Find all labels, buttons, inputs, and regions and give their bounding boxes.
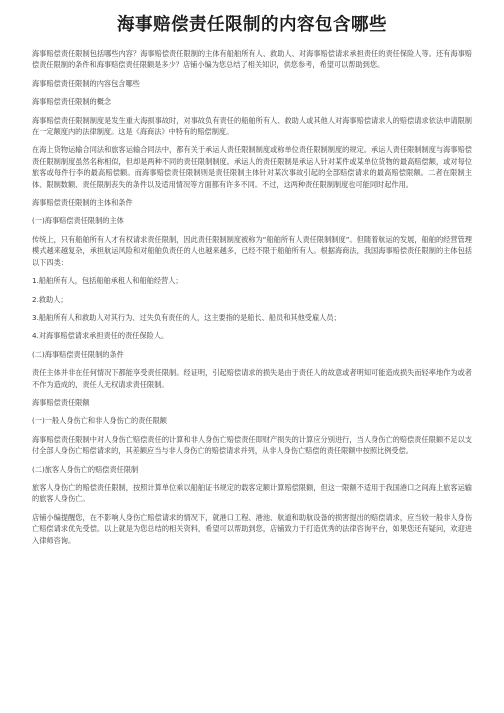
paragraph-general-limits-body: 海事赔偿责任限制中对人身伤亡赔偿责任的计算和非人身伤亡赔偿责任即财产损失的计算应分别进行，当人身伤亡的赔偿责任限额不足以支付全部人身伤亡赔偿请求的，其差额应当与非人身伤亡的赔偿请求并列，从非人身伤亡赔偿的责任限额中按照比例受偿。 (32, 434, 472, 456)
paragraph-list-item-1: 1.船舶所有人，包括船舶承租人和船舶经营人； (32, 276, 183, 286)
document-title: 海事赔偿责任限制的内容包含哪些 (117, 15, 387, 35)
paragraph-heading-subjects-conditions: 海事赔偿责任限制的主体和条件 (32, 198, 133, 208)
paragraph-heading-concept: 海事赔偿责任限制的概念 (32, 97, 112, 107)
paragraph-subheading-passenger-limits: (二)旅客人身伤亡的赔偿责任限制 (32, 464, 139, 474)
paragraph-conditions-body: 责任主体并非在任何情况下都能享受责任限制。经证明，引起赔偿请求的损失是由于责任人的故意或者明知可能造成损失而轻率地作为或者不作为造成的，责任人无权请求责任限制。 (32, 368, 472, 389)
paragraph-list-item-4: 4.对海事赔偿请求承担责任的责任保险人。 (32, 331, 169, 341)
paragraph-subheading-general-limits: (一)一般人身伤亡和非人身伤亡的责任限额 (32, 416, 167, 426)
paragraph-comparison-body: 在海上货物运输合同法和旅客运输合同法中，都有关于承运人责任限制制度或称单位责任限制制度的规定。承运人责任限制制度与海事赔偿责任限制制度虽然名称相似，但却是两种不同的责任限制制度。承运人的责任限制是承运人针对某件或某单位货物的最高赔偿额，或对每位旅客或每件行李的最高赔偿额。而海事赔偿责任限制则是责任限制主体针对某次事故引起的全部赔偿请求的最高赔偿限额。二者在限制主体、限制数额、责任限制丧失的条件以及适用情况等方面都有许多不同。不过，这两种责任限制制度也可能同时起作用。 (32, 145, 472, 189)
paragraph-list-item-2: 2.救助人； (32, 294, 68, 304)
paragraph-concept-body: 海事赔偿责任限制制度是发生重大海损事故时，对事故负有责任的船舶所有人、救助人或其他人对海事赔偿请求人的赔偿请求依法申请限制在一定额度内的法律制度。这是《海商法》中特有的赔偿制度。 (32, 115, 472, 137)
paragraph-heading-contents: 海事赔偿责任限制的内容包含哪些 (32, 78, 140, 88)
paragraph-passenger-limits-body: 旅客人身伤亡的赔偿责任限制，按照计算单位乘以船舶证书规定的载客定额计算赔偿限额，但这一限额不适用于我国港口之间海上旅客运输的旅客人身伤亡。 (32, 482, 472, 504)
paragraph-closing: 店铺小编提醒您，在不影响人身伤亡赔偿请求的情况下，就港口工程、港池、航道和助航设备的损害提出的赔偿请求，应当较一般非人身伤亡赔偿请求优先受偿。以上就是为您总结的相关资料，希望可以帮助到您，店铺致力于打造优秀的法律咨询平台，如果您还有疑问，欢迎进入律师咨询。 (32, 512, 472, 545)
paragraph-list-item-3: 3.船舶所有人和救助人对其行为、过失负有责任的人，这主要指的是船长、船员和其他受雇人员； (32, 312, 341, 322)
paragraph-subheading-conditions: (二)海事赔偿责任限制的条件 (32, 349, 124, 359)
paragraph-subheading-subjects: (一)海事赔偿责任限制的主体 (32, 216, 124, 226)
paragraph-intro: 海事赔偿责任限制包括哪些内容？海事赔偿责任限制的主体有船舶所有人、救助人、对海事赔偿请求承担责任的责任保险人等。还有海事赔偿责任限制的条件和海事赔偿责任限额是多少？店铺小编为您总结了相关知识，供您参考，希望可以帮助到您。 (32, 49, 472, 70)
paragraph-heading-limits: 海事赔偿责任限额 (32, 397, 90, 407)
paragraph-subjects-body: 传统上，只有船舶所有人才有权请求责任限制，因此责任限制制度被称为“船舶所有人责任限制制度”。但随着航运的发展，船舶的经营管理模式越来越复杂，承担航运风险和对船舶负责任的人也越来越多，已经不限于船舶所有人。根据海商法，我国海事赔偿责任限制的主体包括以下四类： (32, 234, 472, 267)
